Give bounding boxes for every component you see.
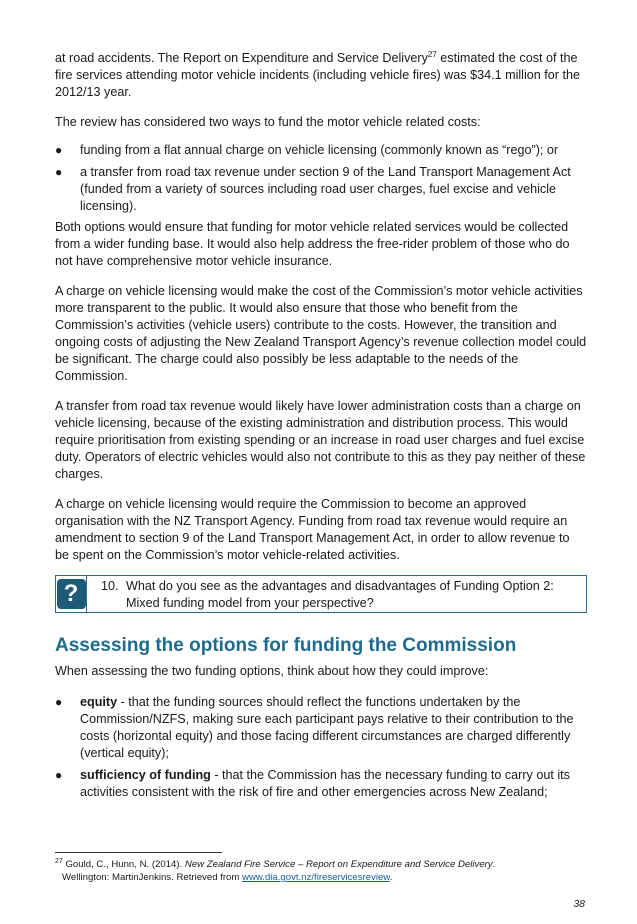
list-item-text: a transfer from road tax revenue under section 9 of the Land Transport Management Act (funded from a variety of sources including road user charges, fuel excise and vehicle licensing). bbox=[80, 165, 571, 213]
section-intro: When assessing the two funding options, think about how they could improve: bbox=[55, 664, 489, 678]
paragraph-2: The review has considered two ways to fund the motor vehicle related costs: bbox=[55, 115, 481, 129]
footnote-line-2 bbox=[55, 871, 595, 884]
bullet-icon: ● bbox=[55, 165, 63, 179]
footnote-publisher: Wellington: MartinJenkins. Retrieved from bbox=[62, 872, 243, 883]
section-heading: Assessing the options for funding the Commission bbox=[55, 635, 517, 656]
criterion-term: sufficiency of funding bbox=[80, 768, 211, 782]
list-item bbox=[55, 694, 587, 762]
paragraph-1-text-a: at road accidents. The Report on Expenditure and Service Delivery bbox=[55, 51, 428, 65]
list-item bbox=[55, 767, 587, 801]
bullet-icon: ● bbox=[55, 143, 63, 157]
paragraph-3: Both options would ensure that funding for motor vehicle related services would be collected from a wider funding base. It would also help address the free-rider problem of those who do not have comprehensive motor vehicle insurance. bbox=[55, 220, 570, 268]
criterion-text: - that the funding sources should reflect the functions undertaken by the Commission/NZFS, making sure each participant pays relative to their contribution to the costs (horizontal equity) and those facing different circumstances are charged differently (vertical equity); bbox=[80, 695, 574, 760]
criterion-term: equity bbox=[80, 695, 118, 709]
footnote-link[interactable]: www.dia.govt.nz/fireservicesreview bbox=[242, 872, 390, 883]
question-box bbox=[55, 575, 587, 613]
footnote-punct: . bbox=[389, 872, 393, 883]
question-content bbox=[87, 576, 586, 612]
footnote-number: 27 bbox=[55, 857, 63, 865]
question-number: 10. bbox=[101, 579, 119, 593]
paragraph-4: A charge on vehicle licensing would make the cost of the Commission’s motor vehicle activities more transparent to the public. It would also ensure that those who benefit from the Commission’s activities (vehicle users) contribute to the costs. However, the transition and ongoing costs of adjusting the New Zealand Transport Agency’s revenue collection model could be significant. The charge could also possibly be less adaptable to the needs of the Commission. bbox=[55, 284, 587, 383]
page-number: 38 bbox=[573, 898, 585, 910]
paragraph-1 bbox=[55, 50, 587, 101]
list-item-text: funding from a flat annual charge on vehicle licensing (commonly known as “rego”); or bbox=[80, 143, 559, 157]
question-icon-cell bbox=[56, 576, 87, 612]
question-text: What do you see as the advantages and disadvantages of Funding Option 2: Mixed funding model from your perspective? bbox=[126, 579, 554, 610]
footnote-authors: Gould, C., Hunn, N. (2014). bbox=[62, 859, 185, 870]
footnote bbox=[55, 858, 595, 884]
paragraph-1-text-b: estimated the cost of the fire services attending motor vehicle incidents (including vehicle fires) was $34.1 million for the 2012/13 year. bbox=[55, 51, 580, 99]
bullet-list-funding-ways bbox=[55, 142, 587, 215]
list-item bbox=[55, 142, 587, 159]
bullet-icon: ● bbox=[55, 695, 63, 709]
bullet-icon: ● bbox=[55, 768, 63, 782]
paragraph-5: A transfer from road tax revenue would likely have lower administration costs than a charge on vehicle licensing, because of the existing administration and distribution process. This would require prioritisation from existing spending or an increase in road user charges and fuel excise duty. Operators of electric vehicles would also not contribute to this as they pay neither of these charges. bbox=[55, 399, 586, 481]
criterion-text: - that the Commission has the necessary funding to carry out its activities consistent with the risk of fire and other emergencies across New Zealand; bbox=[80, 768, 570, 799]
footnote-title: New Zealand Fire Service – Report on Expenditure and Service Delivery bbox=[184, 859, 493, 870]
footnote-line-1 bbox=[55, 858, 595, 871]
footnote-punct: . bbox=[492, 859, 496, 870]
footnote-ref[interactable]: 27 bbox=[427, 49, 437, 59]
bullet-list-criteria bbox=[55, 694, 587, 801]
document-page bbox=[55, 50, 587, 806]
question-mark-icon: ? bbox=[57, 579, 86, 609]
list-item bbox=[55, 164, 587, 215]
paragraph-6: A charge on vehicle licensing would require the Commission to become an approved organisation with the NZ Transport Agency. Funding from road tax revenue would require an amendment to section 9 of the Land Transport Management Act, in order to allow revenue to be spent on the Commission’s motor vehicle-related activities. bbox=[55, 497, 570, 562]
footnote-divider bbox=[55, 852, 222, 853]
